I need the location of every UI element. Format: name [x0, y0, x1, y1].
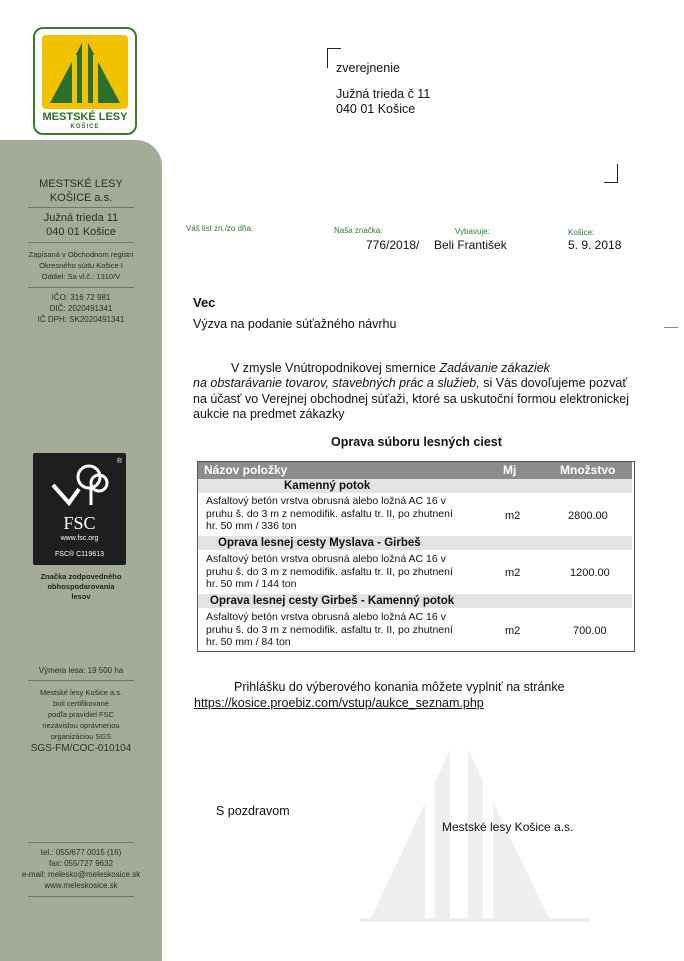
- address-corner-mark: [327, 48, 341, 49]
- place-label: Košice:: [568, 228, 595, 237]
- tender-title: Oprava súboru lesných ciest: [331, 435, 502, 449]
- email: e-mail: melesko@meleskosice.sk: [21, 870, 141, 879]
- row-desc-3: hr. 50 mm / 144 ton: [206, 578, 297, 590]
- row-desc-3: hr. 50 mm / 84 ton: [206, 636, 291, 648]
- row-desc-3: hr. 50 mm / 336 ton: [206, 520, 297, 532]
- divider: [28, 896, 134, 897]
- section-title: Kamenný potok: [284, 480, 371, 492]
- body-line-4: aukcie na predmet zákazky: [193, 407, 345, 421]
- body-line-1b: Zadávanie zákaziek: [439, 361, 550, 375]
- fsc-caption-3: lesov: [71, 592, 91, 601]
- fsc-registered-mark: ®: [116, 458, 122, 465]
- address-corner-mark: [617, 164, 618, 183]
- divider: [28, 207, 134, 208]
- fsc-name: FSC: [63, 513, 96, 533]
- company-city: 040 01 Košice: [46, 226, 116, 238]
- row-desc-1: Asfaltový betón vrstva obrusná alebo ložná AC 16 v: [206, 611, 446, 623]
- dic: DIČ: 2020491341: [49, 304, 113, 313]
- logo-sub: KOŠICE: [70, 124, 100, 130]
- table-section-header: [198, 479, 632, 493]
- cert-line-2: boli certifikované: [53, 699, 109, 708]
- ic-dph: IČ DPH: SK2020491341: [37, 315, 125, 324]
- row-desc-2: pruhu š. do 3 m z nemodifik. asfaltu tr. II, po zhutnení: [206, 623, 453, 636]
- cert-code: SGS-FM/COC-010104: [30, 743, 132, 754]
- section-title: Oprava lesnej cesty Myslava - Girbeš: [218, 537, 421, 549]
- fax: fax: 055/727 9632: [48, 859, 114, 868]
- row-unit: m2: [505, 567, 521, 579]
- table-row: [206, 495, 453, 533]
- fsc-url: www.fsc.org: [60, 535, 99, 542]
- phone: tel.: 055/677 0015 (16): [40, 848, 122, 857]
- body-line-3: na účasť vo Verejnej obchodnej súťaži, ktoré sa uskutoční formou elektronickej: [193, 392, 630, 406]
- forest-area: Výmera lesa: 19 500 ha: [38, 666, 124, 675]
- recipient-street: Južná trieda č 11: [336, 87, 431, 101]
- subject-text: Výzva na podanie súťažného návrhu: [193, 317, 397, 331]
- recipient-line-1: zverejnenie: [336, 61, 400, 75]
- header-name: Názov položky: [204, 463, 288, 477]
- row-unit: m2: [505, 510, 521, 522]
- section-title: Oprava lesnej cesty Girbeš - Kamenný potok: [210, 595, 455, 607]
- fsc-tree-check-icon: [33, 453, 126, 513]
- your-letter-label: Váš list zn./zo dňa:: [186, 224, 254, 233]
- logo-name: MESTSKÉ LESY: [42, 111, 128, 123]
- row-desc-2: pruhu š. do 3 m z nemodifik. asfaltu tr. II, po zhutnení: [206, 507, 453, 520]
- our-mark-label: Naša značka:: [334, 226, 383, 235]
- greeting: S pozdravom: [216, 804, 290, 818]
- registry-line-2: Okresného súdu Košice I: [39, 261, 123, 270]
- fsc-code: FSC® C119613: [55, 551, 104, 558]
- table-row: [206, 553, 453, 591]
- signature: Mestské lesy Košice a.s.: [442, 820, 574, 834]
- divider: [28, 680, 134, 681]
- letter-date: 5. 9. 2018: [568, 238, 622, 252]
- body-line-2a: na obstarávanie tovarov, stavebných prác a služieb,: [193, 376, 480, 390]
- fsc-logo: [33, 453, 126, 565]
- divider: [28, 242, 134, 243]
- header-qty: Množstvo: [560, 463, 616, 477]
- fold-mark: [664, 327, 678, 328]
- registry-line-1: Zapísaná v Obchodnom registri: [28, 250, 134, 259]
- body-line-1: [231, 361, 550, 375]
- apply-text: Prihlášku do výberového konania môžete vyplniť na stránke: [234, 680, 565, 694]
- cert-line-5: organizáciou SGS: [50, 732, 112, 741]
- recipient-city: 040 01 Košice: [336, 102, 416, 116]
- row-qty: 1200.00: [570, 567, 610, 579]
- cert-line-4: nezávislou oprávnenou: [42, 721, 120, 730]
- body-line-1a: V zmysle Vnútropodnikovej smernice: [231, 361, 440, 375]
- row-desc-1: Asfaltový betón vrstva obrusná alebo ložná AC 16 v: [206, 553, 446, 565]
- address-corner-mark: [604, 182, 618, 183]
- company-logo: [33, 27, 137, 135]
- row-unit: m2: [505, 625, 521, 637]
- our-mark: 776/2018/: [366, 238, 420, 252]
- cert-line-3: podľa pravidiel FSC: [48, 710, 114, 719]
- divider: [28, 842, 134, 843]
- company-name-1: MESTSKÉ LESY: [39, 178, 123, 190]
- company-name-2: KOŠICE a.s.: [49, 192, 113, 204]
- fsc-caption-2: obhospodarovania: [47, 582, 115, 591]
- divider: [28, 287, 134, 288]
- auction-link[interactable]: https://kosice.proebiz.com/vstup/aukce_seznam.php: [194, 696, 484, 710]
- address-corner-mark: [327, 48, 328, 68]
- tree-logo-icon: [42, 35, 128, 109]
- fsc-caption-1: Značka zodpovedného: [40, 572, 122, 581]
- handles-name: Beli František: [434, 238, 507, 252]
- registry-line-3: Oddiel: Sa vl.č.: 1310/V: [41, 272, 121, 281]
- handles-label: Vybavuje:: [455, 227, 490, 236]
- table-row: [206, 611, 453, 649]
- letterhead-sidebar: [0, 0, 162, 961]
- tree-watermark-icon: [350, 740, 600, 930]
- body-line-2b: si Vás dovoľujeme pozvať: [479, 376, 628, 390]
- body-line-2: [193, 376, 627, 390]
- website: www.meleskosice.sk: [44, 881, 118, 890]
- row-desc-1: Asfaltový betón vrstva obrusná alebo ložná AC 16 v: [206, 495, 446, 507]
- ico: IČO: 316 72 981: [51, 293, 111, 302]
- company-street: Južná trieda 11: [43, 212, 119, 224]
- row-qty: 700.00: [573, 625, 607, 637]
- header-unit: Mj: [503, 463, 517, 477]
- subject-label: Vec: [193, 295, 216, 310]
- cert-line-1: Mestské lesy Košice a.s.: [39, 688, 123, 697]
- row-desc-2: pruhu š. do 3 m z nemodifik. asfaltu tr. II, po zhutnení: [206, 565, 453, 578]
- row-qty: 2800.00: [568, 510, 608, 522]
